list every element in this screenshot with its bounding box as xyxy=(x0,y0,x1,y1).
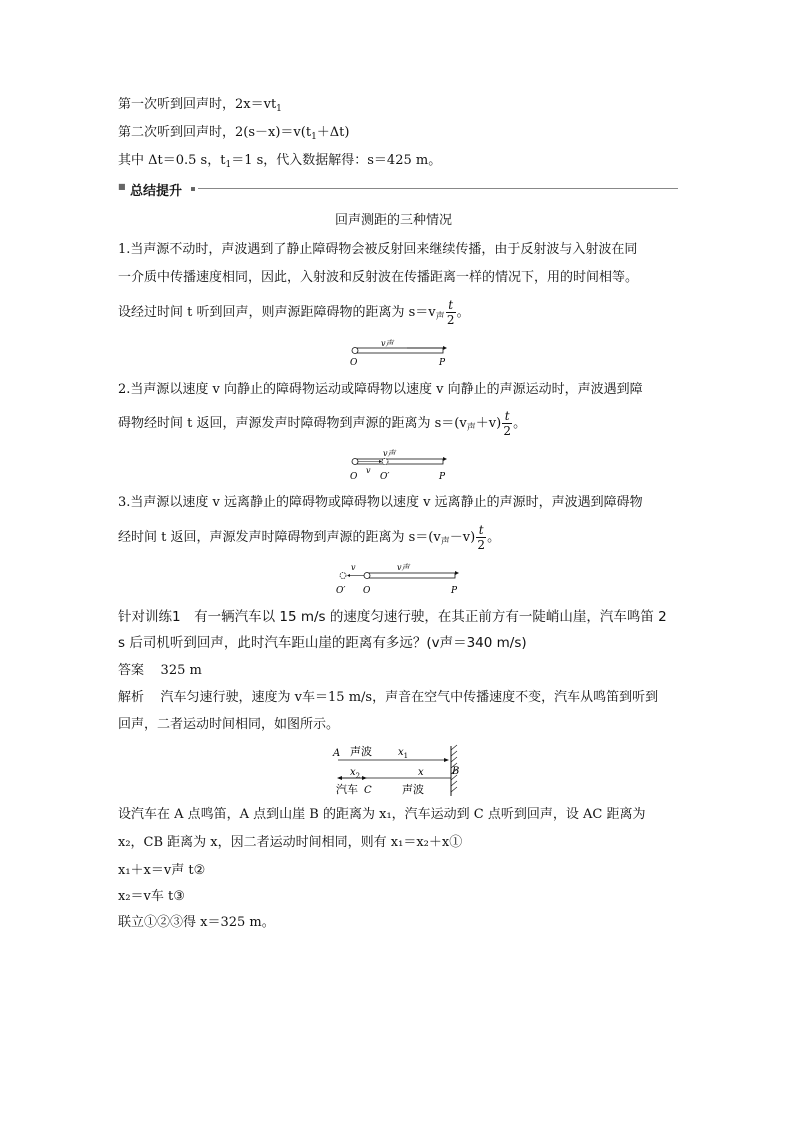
first-echo-text: 第一次听到回声时，2x＝vt xyxy=(118,97,277,112)
diagram-case2 xyxy=(347,447,457,481)
case3-fraction xyxy=(476,523,486,552)
case2-end: 。 xyxy=(513,416,527,431)
diagram3-small-v-label: v xyxy=(351,563,356,572)
case3-end: 。 xyxy=(487,530,501,545)
case3-formula-text-b: －v) xyxy=(449,530,476,545)
case2-formula-sub: 声 xyxy=(466,423,476,433)
analysis-line1 xyxy=(118,689,658,707)
analysis-text: 汽车匀速行驶，速度为 v车＝15 m/s，声音在空气中传播速度不变，汽车从鸣笛到听到 xyxy=(160,690,659,705)
diagram-car-cliff xyxy=(330,742,470,800)
given-sub: 1 xyxy=(225,160,232,170)
diagram1-source-icon xyxy=(352,348,358,354)
given-text: 其中 Δt＝0.5 s，t xyxy=(118,153,226,168)
diagram1-v-label: v声 xyxy=(381,339,394,348)
second-echo-text-end: ＋Δt) xyxy=(316,125,350,140)
section-header xyxy=(118,180,678,198)
case1-fraction-num: t xyxy=(448,298,454,312)
case1-formula-sub: 声 xyxy=(435,312,445,322)
diagram2-arrow-icon xyxy=(443,457,447,461)
diagram2-source-icon xyxy=(352,459,358,465)
section-subtitle: 回声测距的三种情况 xyxy=(335,213,453,228)
answer-line xyxy=(118,662,202,680)
diagram3-bar xyxy=(367,573,455,578)
diagram3-small-arrow-icon xyxy=(347,574,350,577)
first-echo-line xyxy=(118,96,282,114)
diagram2-O-label: O xyxy=(350,472,358,481)
diagram2-O2-label: O′ xyxy=(380,472,390,481)
equation-2: x₁＋x＝v声 t② xyxy=(118,863,206,878)
case2-fraction xyxy=(502,409,512,438)
diagram1-bar xyxy=(355,348,443,353)
case1-fraction xyxy=(446,298,456,327)
diagram4-B-label: B xyxy=(452,766,460,777)
section-bullet-icon: ■ xyxy=(118,182,126,191)
given-line xyxy=(118,152,441,170)
diagram4-return-arrow-icon xyxy=(337,776,342,780)
second-echo-sub: 1 xyxy=(311,132,317,142)
case1-fraction-den: 2 xyxy=(446,313,455,327)
diagram2-small-v-label: v xyxy=(366,466,371,475)
diagram1-arrow-icon xyxy=(443,346,447,350)
case2-fraction-den: 2 xyxy=(503,424,511,438)
first-echo-sub: 1 xyxy=(276,104,282,114)
conclusion-line: 联立①②③得 x＝325 m。 xyxy=(118,915,275,930)
case2-formula-text: 碍物经时间 t 返回，声源发声时障碍物到声源的距离为 s＝(v xyxy=(118,416,467,431)
section-title-dot-icon xyxy=(191,187,195,191)
case2-formula-text-b: ＋v) xyxy=(475,416,502,431)
diagram3-source-icon xyxy=(364,573,370,579)
diagram4-top-arrow-icon xyxy=(444,758,449,762)
second-echo-text: 第二次听到回声时，2(s－x)＝v(t xyxy=(118,125,312,140)
exercise-line2: s 后司机听到回声，此时汽车距山崖的距离有多远？(v声＝340 m/s) xyxy=(118,635,527,651)
section-divider xyxy=(198,188,678,189)
diagram2-P-label: P xyxy=(439,472,446,481)
diagram4-x1-label: $x_1$ xyxy=(398,747,409,760)
exercise-line1: 针对训练1 有一辆汽车以 15 m/s 的速度匀速行驶，在其正前方有一陡峭山崖，汽车鸣笛 2 xyxy=(118,609,667,625)
diagram3-moved-source-icon xyxy=(340,573,346,579)
case3-fraction-num: t xyxy=(478,523,484,537)
case1-end: 。 xyxy=(456,305,470,320)
diagram-case3 xyxy=(333,561,463,595)
diagram2-v-label: v声 xyxy=(383,449,396,458)
answer-label: 答案 xyxy=(118,663,145,678)
diagram4-x2-label: $x_2$ xyxy=(350,767,361,780)
case1-formula-text: 设经过时间 t 听到回声，则声源距障碍物的距离为 s＝v xyxy=(118,305,436,320)
diagram4-C-label: C xyxy=(364,785,372,796)
second-echo-line xyxy=(118,124,349,142)
diagram2-moved-source-icon xyxy=(382,459,388,465)
given-text-end: ＝1 s，代入数据解得：s＝425 m。 xyxy=(231,153,442,168)
case3-fraction-den: 2 xyxy=(477,538,485,552)
case2-line2 xyxy=(118,408,526,440)
case1-line3 xyxy=(118,297,470,329)
section-title: 总结提升 xyxy=(130,184,183,199)
diagram3-v-label: v声 xyxy=(397,563,410,572)
case2-line1: 2.当声源以速度 v 向静止的障碍物运动或障碍物以速度 v 向静止的声源运动时，声波遇到障 xyxy=(118,382,643,397)
diagram3-P-label: P xyxy=(451,586,458,595)
diagram4-A-label: A xyxy=(333,748,341,759)
case1-line1: 1.当声源不动时，声波遇到了静止障碍物会被反射回来继续传播，由于反射波与入射波在同 xyxy=(118,242,638,257)
answer-value: 325 m xyxy=(160,663,202,678)
diagram4-wave-bottom-label: 声波 xyxy=(402,783,424,796)
diagram4-wave-top-label: 声波 xyxy=(350,745,372,758)
case2-fraction-num: t xyxy=(504,409,510,423)
diagram-case1 xyxy=(347,337,457,367)
case3-line2 xyxy=(118,522,500,554)
case3-formula-text: 经时间 t 返回，声源发声时障碍物到声源的距离为 s＝(v xyxy=(118,530,441,545)
diagram4-car-label: 汽车 xyxy=(336,783,358,796)
case3-formula-sub: 声 xyxy=(440,537,450,547)
equation-3: x₂＝v车 t③ xyxy=(118,889,185,904)
analysis-line2: 回声，二者运动时间相同，如图所示。 xyxy=(118,717,340,732)
diagram4-x-label: x xyxy=(418,767,424,778)
analysis-label: 解析 xyxy=(118,690,145,705)
case1-line2: 一介质中传播速度相同，因此，入射波和反射波在传播距离一样的情况下，用的时间相等。 xyxy=(118,270,639,285)
setup-line1: 设汽车在 A 点鸣笛，A 点到山崖 B 的距离为 x₁，汽车运动到 C 点听到回声，设 AC 距离为 xyxy=(118,807,646,822)
diagram3-O-label: O xyxy=(363,586,371,595)
diagram3-O2-label: O′ xyxy=(336,586,346,595)
diagram3-arrow-icon xyxy=(455,571,459,575)
diagram1-O-label: O xyxy=(350,358,358,367)
case3-line1: 3.当声源以速度 v 远离静止的障碍物或障碍物以速度 v 远离静止的声源时，声波遇到障碍物 xyxy=(118,495,643,510)
setup-line2: x₂，CB 距离为 x，因二者运动时间相同，则有 x₁＝x₂＋x① xyxy=(118,835,463,850)
diagram1-P-label: P xyxy=(439,358,446,367)
diagram2-small-arrow-icon xyxy=(379,460,382,463)
